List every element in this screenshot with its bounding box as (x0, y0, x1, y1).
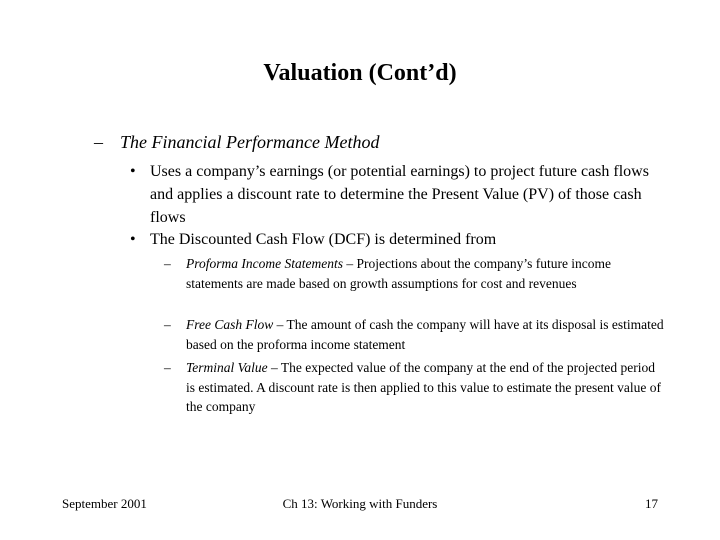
footer-chapter: Ch 13: Working with Funders (282, 496, 438, 511)
bullet-text: The Discounted Cash Flow (DCF) is determined from (150, 231, 497, 248)
sub-item-text: – The expected value of the company at the end of the projected period is estimated. A discount rate is then applied to this value to estimate the present value of the company (186, 360, 662, 414)
bullet-text: Uses a company’s earnings (or potential earnings) to project future cash flows and applies a discount rate to determine the Present Value (PV) of those cash flows (150, 163, 649, 226)
dash-marker: – (164, 360, 171, 375)
sub-item-proforma (164, 254, 666, 293)
dash-marker: – (164, 256, 171, 271)
footer-date: September 2001 (62, 496, 147, 511)
sub-item-term: Free Cash Flow (186, 317, 274, 332)
sub-item-term: Terminal Value (186, 360, 268, 375)
sub-item-term: Proforma Income Statements (186, 256, 343, 271)
sub-item-text: – The amount of cash the company will have at its disposal is estimated based on the proforma income statement (186, 317, 664, 352)
bullet-marker: • (130, 163, 136, 180)
dash-marker: – (94, 132, 103, 152)
sub-item-text: – Projections about the company’s future income statements are made based on growth assumptions for cost and revenues (186, 256, 612, 291)
dash-marker: – (164, 317, 171, 332)
sub-item-free-cash-flow (164, 315, 666, 354)
slide-title: Valuation (Cont’d) (263, 60, 457, 86)
bullet-item-earnings (130, 160, 660, 229)
bullet-marker: • (130, 231, 136, 248)
level1-text: The Financial Performance Method (120, 132, 380, 152)
bullet-item-dcf (130, 228, 660, 251)
sub-item-terminal-value (164, 358, 666, 417)
footer-page-number: 17 (645, 496, 658, 511)
